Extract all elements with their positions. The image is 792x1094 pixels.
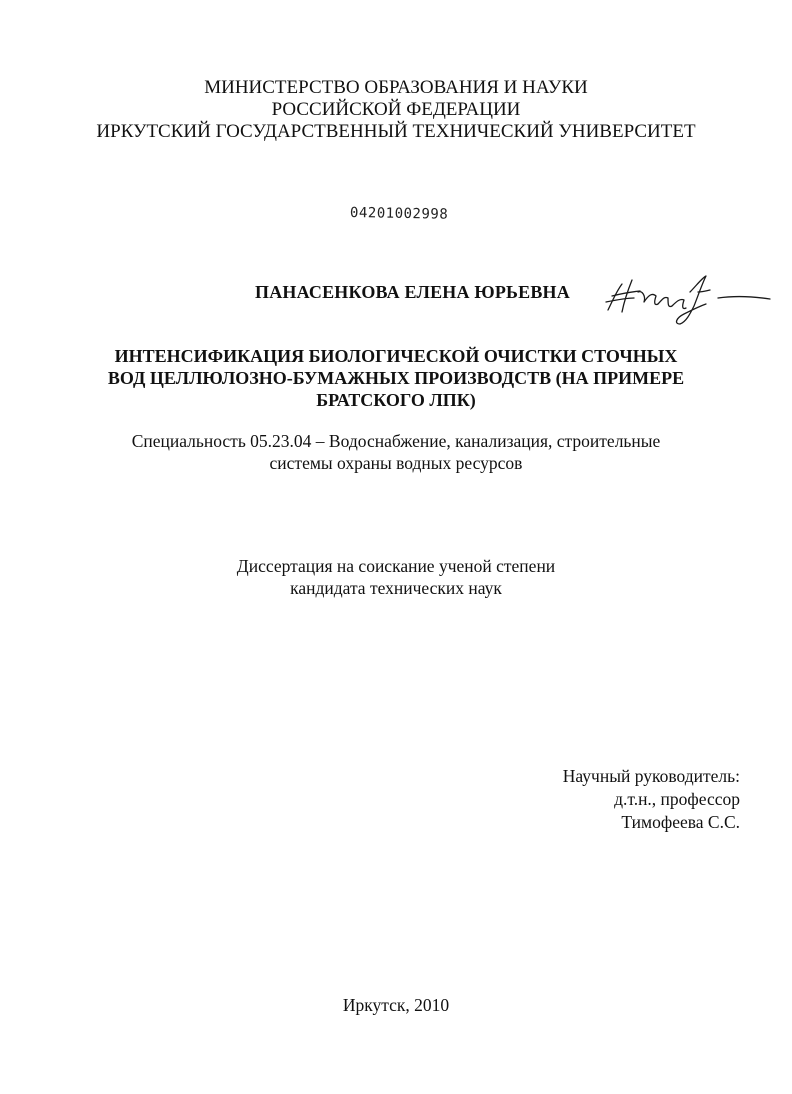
document-number: 04201002998 bbox=[349, 205, 449, 223]
ministry-line: МИНИСТЕРСТВО ОБРАЗОВАНИЯ И НАУКИ bbox=[204, 77, 588, 98]
institution-header bbox=[60, 77, 732, 143]
degree-block bbox=[90, 555, 702, 599]
author-name: ПАНАСЕНКОВА ЕЛЕНА ЮРЬЕВНА bbox=[255, 282, 570, 302]
advisor-label: Научный руководитель: bbox=[562, 766, 740, 786]
specialty-line-1: Специальность 05.23.04 – Водоснабжение, канализация, строительные bbox=[131, 431, 661, 451]
degree-line-2: кандидата технических наук bbox=[290, 578, 502, 598]
advisor-degree: д.т.н., профессор bbox=[614, 789, 740, 809]
place-year: Иркутск, 2010 bbox=[342, 995, 450, 1015]
university-line: ИРКУТСКИЙ ГОСУДАРСТВЕННЫЙ ТЕХНИЧЕСКИЙ УНИВЕРСИТЕТ bbox=[96, 121, 696, 142]
signature-icon bbox=[602, 262, 772, 332]
advisor-block bbox=[563, 765, 740, 834]
dissertation-title bbox=[100, 345, 692, 411]
specialty-line-2: системы охраны водных ресурсов bbox=[269, 453, 523, 473]
advisor-name: Тимофеева С.С. bbox=[621, 812, 740, 832]
specialty-block bbox=[60, 430, 732, 474]
title-line-3: БРАТСКОГО ЛПК) bbox=[316, 390, 476, 410]
federation-line: РОССИЙСКОЙ ФЕДЕРАЦИИ bbox=[271, 99, 521, 120]
title-line-1: ИНТЕНСИФИКАЦИЯ БИОЛОГИЧЕСКОЙ ОЧИСТКИ СТОЧНЫХ bbox=[114, 346, 678, 366]
title-line-2: ВОД ЦЕЛЛЮЛОЗНО-БУМАЖНЫХ ПРОИЗВОДСТВ (НА ПРИМЕРЕ bbox=[107, 368, 685, 388]
degree-line-1: Диссертация на соискание ученой степени bbox=[236, 556, 556, 576]
